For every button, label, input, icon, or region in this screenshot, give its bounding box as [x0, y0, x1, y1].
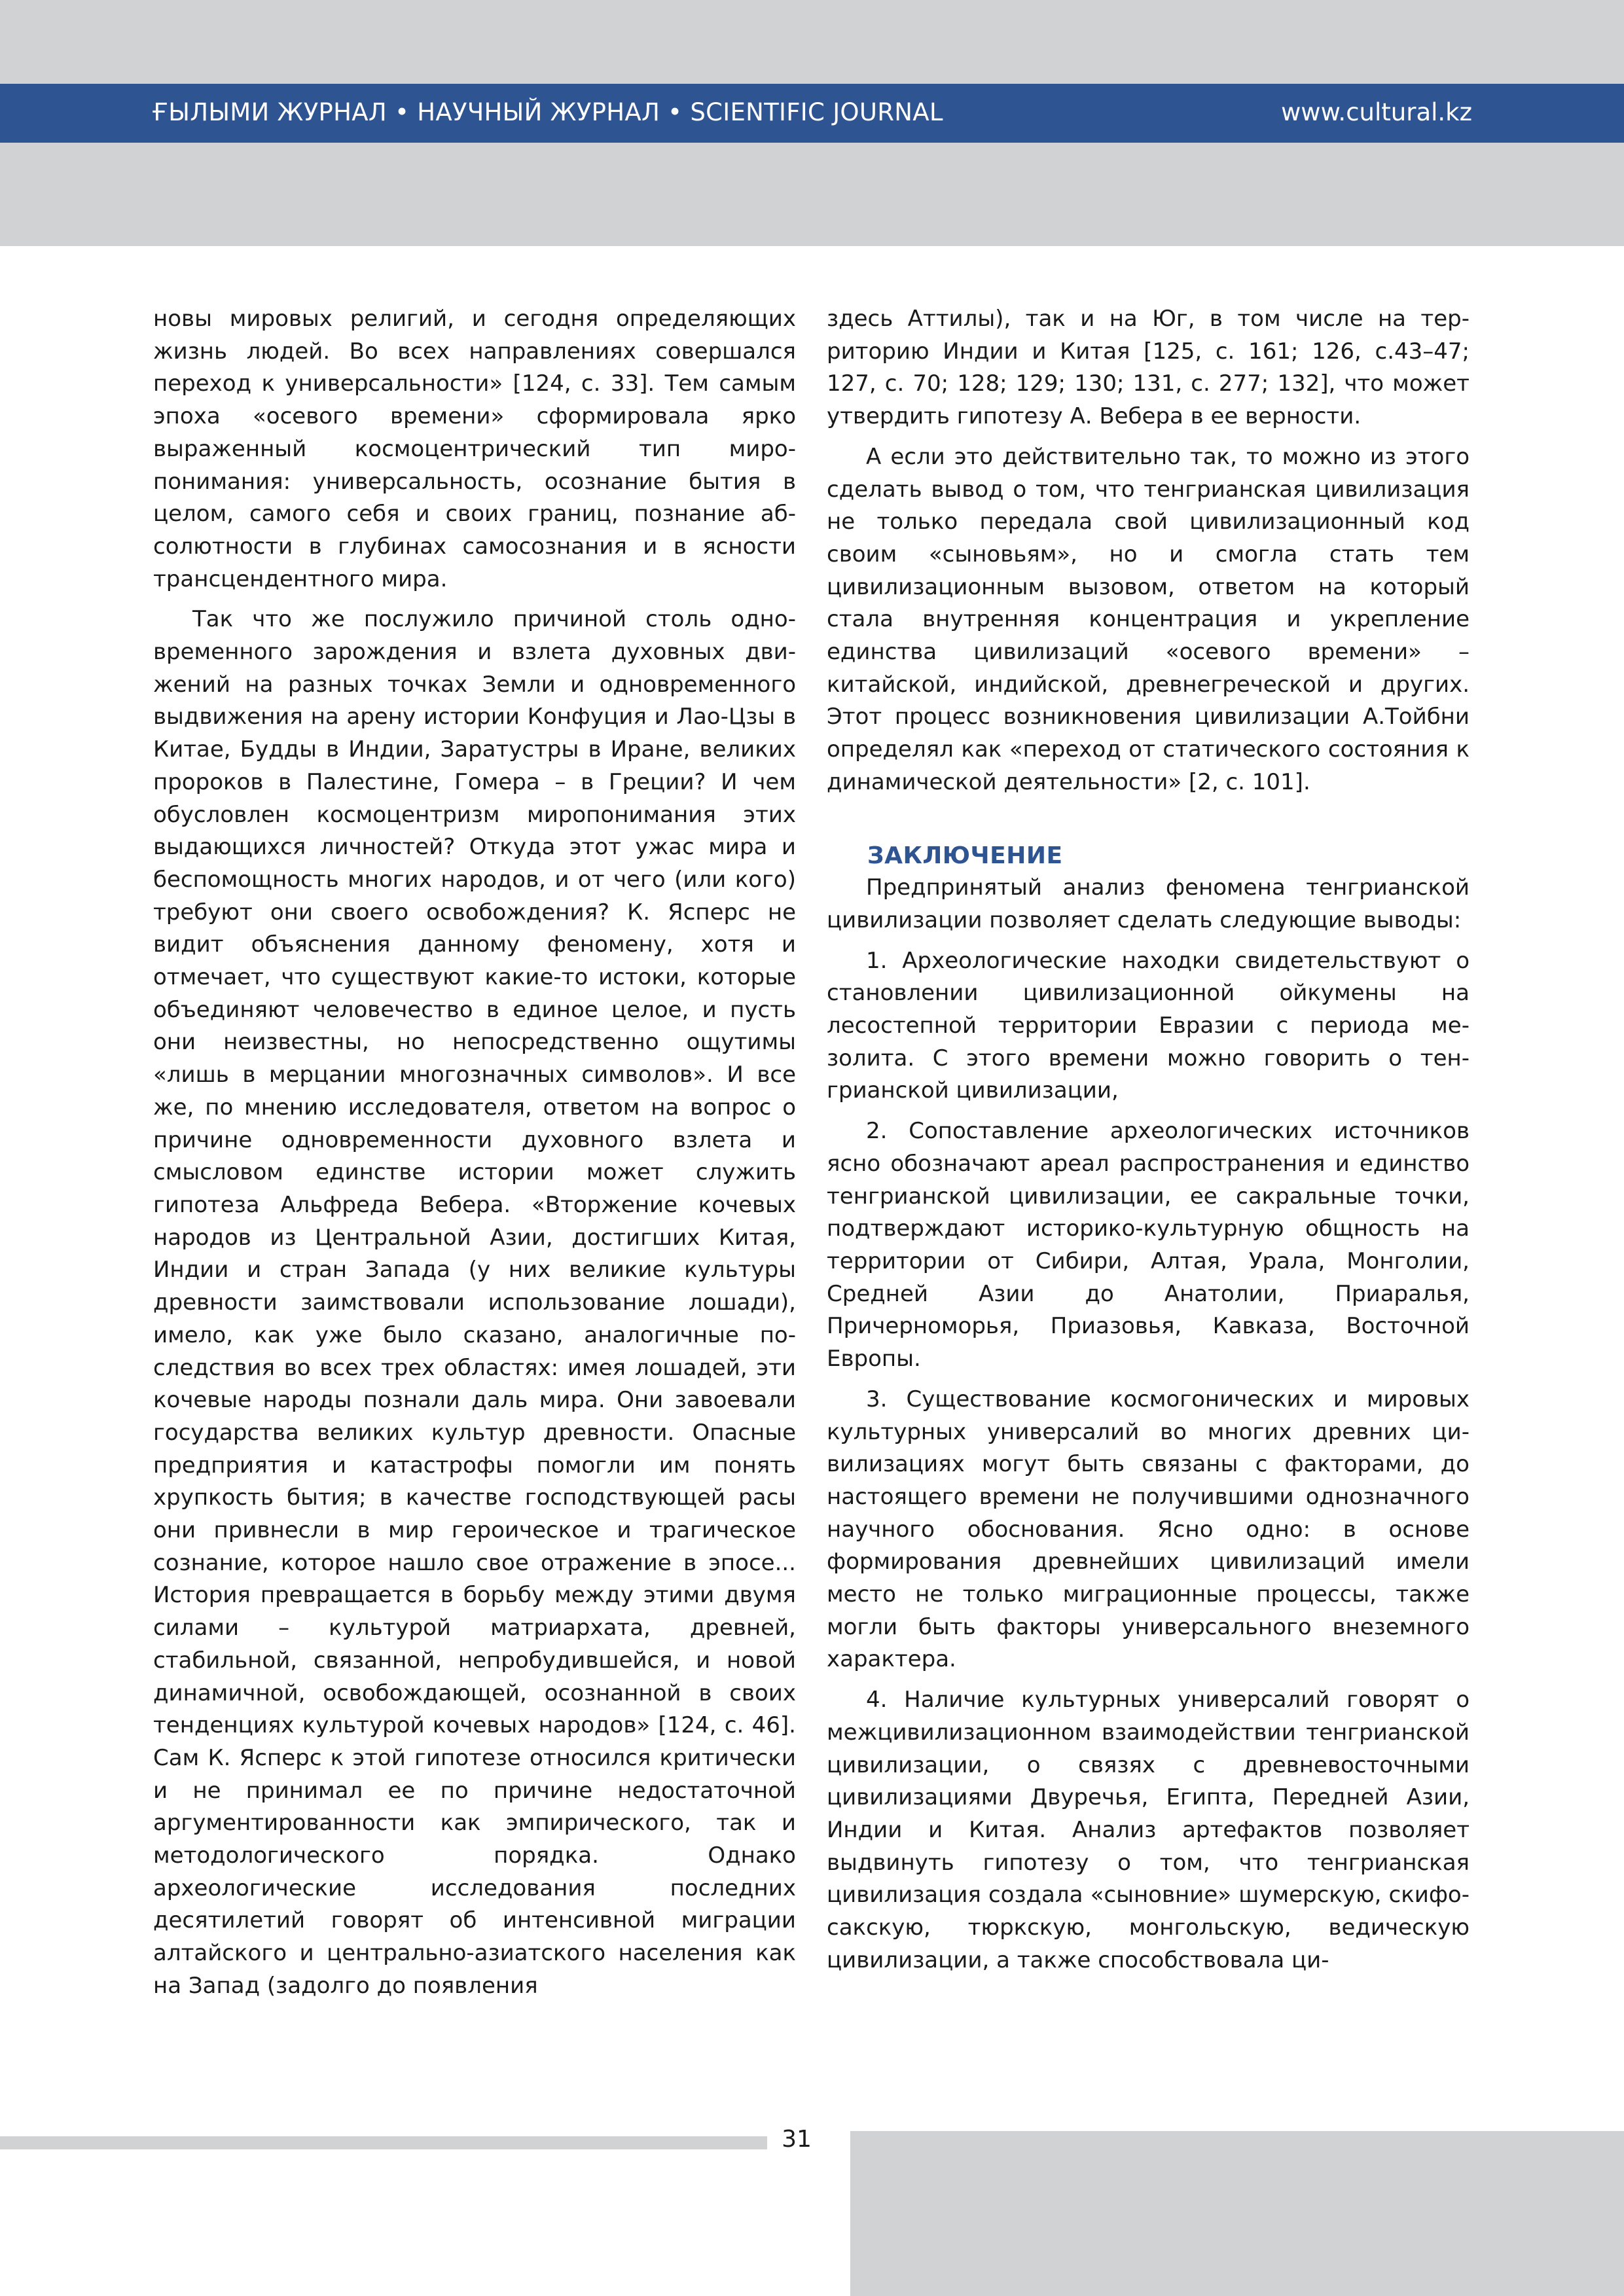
journal-title: ҒЫЛЫМИ ЖУРНАЛ • НАУЧНЫЙ ЖУРНАЛ • SCIENTIFIC JOURNAL — [152, 98, 943, 126]
conclusion-intro: Предпринятый анализ феномена тенгрианской цивилизации позволяет сделать следующие выводы: — [827, 874, 1470, 933]
page-number: 31 — [782, 2126, 812, 2153]
paragraph: новы мировых религий, и сегодня определяющих жизнь людей. Во всех направлениях совершался переход к универсальности» [124, с. 33]. Тем самым эпоха «осевого времени» сформировала ярко выраженный космоцентрический тип миропонимания: универсальность, осознание бытия в целом, самого себя и своих границ, познание абсолютности в глубинах самосознания и в ясности трансцендентного мира. — [153, 306, 796, 592]
footer-grey-block — [850, 2131, 1624, 2296]
right-column — [827, 303, 1470, 1984]
journal-header — [0, 84, 1624, 143]
paragraph: Так что же послужило причиной столь одновременного зарождения и взлета духовных движений на разных точках Земли и одновременного выдвижения на арену истории Конфуция и Лао-Цзы в Китае, Будды в Индии, Заратустры в Иране, великих пророков в Палестине, Гомера – в Греции? И чем обусловлен космоцентризм миропонимания этих выдающихся личностей? Откуда этот ужас мира и беспомощность многих народов, и от чего (или кого) требуют они своего освобождения? К. Ясперс не видит объяснения данному феномену, хотя и отмечает, что существуют какие-то истоки, которые объединяют человечество в единое целое, и пусть они неизвестны, но непосредственно ощутимы «лишь в мерцании многозначных символов». И все же, по мнению исследователя, ответом на вопрос о причине одновременности духовного взлета и смысловом единстве истории может служить гипотеза Альфреда Вебера. «Вторжение кочевых народов из Центральной Азии, достигших Китая, Индии и стран Запада (у них великие культуры древности заимствовали использование лошади), имело, как уже было сказано, аналогичные последствия во всех трех областях: имея лошадей, эти кочевые народы познали даль мира. Они завоевали государства великих культур древности. Опасные предприятия и катастрофы помогли им понять хрупкость бытия; в качестве господствующей расы они привнесли в мир героическое и трагическое сознание, которое нашло свое отражение в эпосе... История превращается в борьбу между этими двумя силами – культурой матриархата, древней, стабильной, связанной, непробудившейся, и новой динамичной, освобождающей, осознанной в своих тенденциях культурой кочевых народов» [124, с. 46]. Сам К. Ясперс к этой гипотезе относился критически и не принимал ее по причине недостаточной аргументированности как эмпирического, так и методологического порядка. Однако археологические исследования последних десятилетий говорят об интенсивной миграции алтайского и центрально-азиатского населения как на Запад (задолго до появления — [153, 606, 796, 1999]
website-url: www.cultural.kz — [1281, 98, 1472, 126]
footer-rule — [0, 2136, 767, 2149]
conclusion-item-3: 3. Существование космогонических и мировых культурных универсалий во многих древних цивилизациях могут быть связаны с факторами, до настоящего времени не получившими однозначного научного обоснования. Ясно одно: в основе формирования древнейших цивилизаций имели место не только миграционные процессы, также могли быть факторы универсального внеземного характера. — [827, 1386, 1470, 1673]
conclusion-item-1: 1. Археологические находки свидетельствуют о становлении цивилизационной ойкумены на лесостепной территории Евразии с периода мезолита. С этого времени можно говорить о тенгрианской цивилизации, — [827, 947, 1470, 1104]
paragraph: А если это действительно так, то можно из этого сделать вывод о том, что тенгрианская цивилизация не только передала свой цивилизационный код своим «сыновьям», но и смогла стать тем цивилизационным вызовом, ответом на который стала внутренняя концентрация и укрепление единства цивилизаций «осевого времени» – китайской, индийской, древнегреческой и других. Этот процесс возникновения цивилизации А.Тойбни определял как «переход от статического состояния к динамической деятельности» [2, с. 101]. — [827, 443, 1470, 795]
conclusion-item-2: 2. Сопоставление археологических источников ясно обозначают ареал распространения и единство тенгрианской цивилизации, ее сакральные точки, подтверждают историко-культурную общность на территории от Сибири, Алтая, Урала, Монголии, Средней Азии до Анатолии, Приаралья, Причерноморья, Приазовья, Кавказа, Восточной Европы. — [827, 1118, 1470, 1372]
left-column — [153, 303, 796, 2011]
paragraph: здесь Аттилы), так и на Юг, в том числе на территорию Индии и Китая [125, с. 161; 126, с.43–47; 127, с. 70; 128; 129; 130; 131, с. 277; 132], что может утвердить гипотезу А. Вебера в ее верности. — [827, 306, 1470, 430]
conclusion-heading: ЗАКЛЮЧЕНИЕ — [867, 842, 1063, 869]
conclusion-item-4: 4. Наличие культурных универсалий говорят о межцивилизационном взаимодействии тенгрианской цивилизации, о связях с древневосточными цивилизациями Двуречья, Египта, Передней Азии, Индии и Китая. Анализ артефактов позволяет выдвинуть гипотезу о том, что тенгрианская цивилизация создала «сыновние» шумерскую, скифо-сакскую, тюркскую, монгольскую, ведическую цивилизации, а также способствовала ци- — [827, 1687, 1470, 1973]
